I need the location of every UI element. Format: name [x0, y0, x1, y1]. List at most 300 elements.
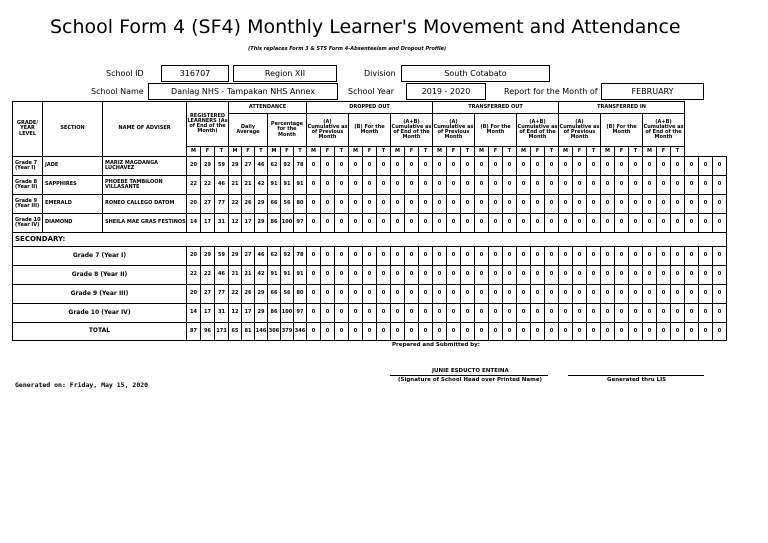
value-cell: 96 — [201, 323, 215, 341]
value-cell: 17 — [242, 214, 255, 233]
value-cell: 0 — [699, 157, 713, 176]
value-cell: 0 — [699, 247, 713, 266]
value-cell: 0 — [377, 304, 391, 323]
value-cell: 0 — [657, 214, 671, 233]
school-id-label: School ID — [106, 69, 144, 78]
value-cell: 0 — [307, 195, 321, 214]
value-cell: 0 — [349, 285, 363, 304]
value-cell: 100 — [281, 304, 294, 323]
value-cell: 0 — [643, 247, 657, 266]
value-cell: 20 — [187, 285, 201, 304]
value-cell: 27 — [201, 285, 215, 304]
value-cell: 0 — [559, 157, 573, 176]
value-cell: 0 — [517, 247, 531, 266]
value-cell: 27 — [201, 195, 215, 214]
mft-label: F — [242, 147, 255, 157]
mft-label: F — [573, 147, 587, 157]
value-cell: 146 — [255, 323, 268, 341]
value-cell: 0 — [503, 176, 517, 195]
mft-label: T — [294, 147, 307, 157]
value-cell: 0 — [587, 176, 601, 195]
mft-label: M — [307, 147, 321, 157]
value-cell: 59 — [215, 157, 229, 176]
signature-caption: (Signature of School Head over Printed Name) — [398, 377, 543, 383]
value-cell: 29 — [201, 157, 215, 176]
value-cell: 0 — [377, 214, 391, 233]
value-cell: 14 — [187, 214, 201, 233]
value-cell: 0 — [713, 195, 727, 214]
value-cell: 0 — [559, 304, 573, 323]
value-cell: 0 — [433, 176, 447, 195]
signature-line — [390, 375, 548, 376]
value-cell: 0 — [363, 285, 377, 304]
value-cell: 0 — [377, 157, 391, 176]
value-cell: 0 — [461, 176, 475, 195]
value-cell: 0 — [545, 285, 559, 304]
value-cell: 0 — [573, 157, 587, 176]
value-cell: 0 — [321, 266, 335, 285]
value-cell: 0 — [363, 195, 377, 214]
value-cell: 0 — [363, 323, 377, 341]
value-cell: 0 — [349, 214, 363, 233]
value-cell: 92 — [281, 247, 294, 266]
value-cell: 0 — [447, 323, 461, 341]
value-cell: 0 — [335, 285, 349, 304]
value-cell: 20 — [187, 157, 201, 176]
value-cell: 0 — [657, 195, 671, 214]
value-cell: 56 — [281, 195, 294, 214]
value-cell: 0 — [419, 247, 433, 266]
value-cell: 0 — [601, 247, 615, 266]
value-cell: 29 — [255, 214, 268, 233]
value-cell: 0 — [391, 214, 405, 233]
value-cell: 0 — [363, 214, 377, 233]
value-cell: 0 — [363, 176, 377, 195]
value-cell: 0 — [377, 285, 391, 304]
value-cell: 0 — [559, 214, 573, 233]
value-cell: 29 — [255, 304, 268, 323]
summary-grade-cell: Grade 9 (Year III) — [13, 285, 187, 304]
section-cell: EMERALD — [43, 195, 103, 214]
value-cell: 81 — [242, 323, 255, 341]
value-cell: 0 — [419, 266, 433, 285]
value-cell: 0 — [573, 323, 587, 341]
value-cell: 29 — [229, 247, 242, 266]
mft-label: M — [643, 147, 657, 157]
value-cell: 0 — [391, 176, 405, 195]
value-cell: 86 — [268, 304, 281, 323]
value-cell: 62 — [268, 157, 281, 176]
value-cell: 0 — [587, 304, 601, 323]
value-cell: 0 — [587, 214, 601, 233]
value-cell: 0 — [321, 195, 335, 214]
value-cell: 0 — [517, 285, 531, 304]
grade-cell: Grade 9 (Year III) — [13, 195, 43, 214]
value-cell: 0 — [657, 285, 671, 304]
value-cell: 0 — [545, 266, 559, 285]
value-cell: 0 — [363, 247, 377, 266]
value-cell: 0 — [657, 157, 671, 176]
value-cell: 0 — [517, 266, 531, 285]
value-cell: 91 — [268, 176, 281, 195]
value-cell: 29 — [201, 247, 215, 266]
value-cell: 0 — [531, 247, 545, 266]
value-cell: 0 — [475, 247, 489, 266]
value-cell: 0 — [545, 195, 559, 214]
value-cell: 0 — [573, 266, 587, 285]
mft-label: M — [187, 147, 201, 157]
value-cell: 0 — [573, 176, 587, 195]
value-cell: 0 — [475, 285, 489, 304]
form-title: School Form 4 (SF4) Monthly Learner's Movement and Attendance — [50, 16, 681, 38]
value-cell: 17 — [201, 304, 215, 323]
summary-row — [13, 247, 727, 266]
mft-label: T — [419, 147, 433, 157]
value-cell: 20 — [187, 195, 201, 214]
value-cell: 0 — [489, 214, 503, 233]
value-cell: 0 — [699, 195, 713, 214]
value-cell: 0 — [601, 176, 615, 195]
header-daily-average: Daily Average — [229, 114, 268, 147]
value-cell: 0 — [685, 247, 699, 266]
mft-label: F — [281, 147, 294, 157]
value-cell: 0 — [433, 323, 447, 341]
value-cell: 0 — [531, 176, 545, 195]
mft-label: F — [201, 147, 215, 157]
value-cell: 0 — [657, 304, 671, 323]
header-tin-a: (A) Cumulative as of Previous Month — [559, 114, 601, 147]
value-cell: 66 — [268, 285, 281, 304]
value-cell: 0 — [629, 285, 643, 304]
value-cell: 0 — [559, 323, 573, 341]
mft-label: M — [391, 147, 405, 157]
value-cell: 0 — [461, 214, 475, 233]
value-cell: 0 — [601, 266, 615, 285]
value-cell: 0 — [545, 247, 559, 266]
value-cell: 91 — [281, 176, 294, 195]
form-subtitle: (This replaces Form 3 & STS Form 4-Absenteeism and Dropout Profile) — [248, 46, 447, 52]
value-cell: 0 — [587, 247, 601, 266]
value-cell: 0 — [321, 304, 335, 323]
mft-label: F — [405, 147, 419, 157]
value-cell: 0 — [545, 214, 559, 233]
value-cell: 0 — [559, 195, 573, 214]
mft-label: M — [559, 147, 573, 157]
value-cell: 0 — [405, 214, 419, 233]
school-name-field: Danlag NHS - Tampakan NHS Annex — [148, 83, 338, 100]
value-cell: 0 — [573, 285, 587, 304]
value-cell: 0 — [349, 266, 363, 285]
value-cell: 0 — [713, 247, 727, 266]
value-cell: 0 — [699, 176, 713, 195]
value-cell: 0 — [601, 304, 615, 323]
mft-label: T — [629, 147, 643, 157]
value-cell: 0 — [559, 266, 573, 285]
header-tin-ab: (A+B) Cumulative as of End of the Month — [643, 114, 685, 147]
value-cell: 0 — [601, 195, 615, 214]
summary-grade-cell: Grade 8 (Year II) — [13, 266, 187, 285]
value-cell: 0 — [643, 285, 657, 304]
value-cell: 91 — [281, 266, 294, 285]
school-name-label: School Name — [91, 87, 144, 96]
value-cell: 14 — [187, 304, 201, 323]
value-cell: 0 — [671, 323, 685, 341]
value-cell: 0 — [503, 266, 517, 285]
value-cell: 0 — [685, 323, 699, 341]
value-cell: 80 — [294, 195, 307, 214]
header-tin-b: (B) For the Month — [601, 114, 643, 147]
value-cell: 0 — [615, 176, 629, 195]
attendance-table — [12, 101, 727, 341]
grade-cell: Grade 10 (Year IV) — [13, 214, 43, 233]
grade-cell: Grade 8 (Year II) — [13, 176, 43, 195]
value-cell: 22 — [201, 176, 215, 195]
value-cell: 0 — [349, 176, 363, 195]
value-cell: 0 — [475, 176, 489, 195]
mft-label: F — [615, 147, 629, 157]
value-cell: 0 — [321, 285, 335, 304]
mft-label: T — [335, 147, 349, 157]
value-cell: 66 — [268, 195, 281, 214]
value-cell: 0 — [671, 195, 685, 214]
mft-label: M — [433, 147, 447, 157]
value-cell: 65 — [229, 323, 242, 341]
value-cell: 173 — [215, 323, 229, 341]
value-cell: 0 — [433, 195, 447, 214]
value-cell: 0 — [405, 304, 419, 323]
value-cell: 0 — [321, 176, 335, 195]
value-cell: 0 — [503, 323, 517, 341]
value-cell: 0 — [573, 247, 587, 266]
value-cell: 0 — [433, 247, 447, 266]
value-cell: 346 — [294, 323, 307, 341]
value-cell: 0 — [517, 304, 531, 323]
value-cell: 62 — [268, 247, 281, 266]
header-adviser: NAME OF ADVISER — [103, 102, 187, 157]
adviser-cell: RONEO CALLEGO DATOM — [103, 195, 187, 214]
value-cell: 0 — [377, 266, 391, 285]
value-cell: 0 — [307, 157, 321, 176]
value-cell: 0 — [531, 266, 545, 285]
value-cell: 31 — [215, 304, 229, 323]
value-cell: 0 — [349, 247, 363, 266]
value-cell: 0 — [377, 323, 391, 341]
value-cell: 0 — [419, 214, 433, 233]
value-cell: 0 — [587, 323, 601, 341]
school-id-field: 316707 — [161, 65, 229, 82]
value-cell: 0 — [475, 195, 489, 214]
value-cell: 0 — [307, 266, 321, 285]
value-cell: 0 — [517, 157, 531, 176]
value-cell: 0 — [489, 304, 503, 323]
signatory-name: JUNIE ESDUCTO ENTEINA — [432, 368, 509, 374]
secondary-label: SECONDARY: — [13, 233, 727, 247]
value-cell: 78 — [294, 247, 307, 266]
value-cell: 0 — [685, 304, 699, 323]
value-cell: 0 — [489, 285, 503, 304]
value-cell: 0 — [643, 157, 657, 176]
value-cell: 0 — [629, 176, 643, 195]
value-cell: 22 — [229, 285, 242, 304]
value-cell: 0 — [713, 304, 727, 323]
value-cell: 0 — [643, 304, 657, 323]
value-cell: 0 — [349, 304, 363, 323]
value-cell: 91 — [294, 266, 307, 285]
value-cell: 17 — [242, 304, 255, 323]
value-cell: 0 — [517, 323, 531, 341]
value-cell: 0 — [335, 195, 349, 214]
value-cell: 91 — [294, 176, 307, 195]
value-cell: 0 — [489, 176, 503, 195]
value-cell: 0 — [671, 176, 685, 195]
value-cell: 0 — [335, 214, 349, 233]
value-cell: 78 — [294, 157, 307, 176]
value-cell: 0 — [587, 285, 601, 304]
value-cell: 0 — [517, 195, 531, 214]
value-cell: 0 — [559, 247, 573, 266]
value-cell: 0 — [475, 157, 489, 176]
school-year-field: 2019 - 2020 — [406, 83, 486, 100]
value-cell: 0 — [657, 176, 671, 195]
value-cell: 0 — [615, 247, 629, 266]
value-cell: 0 — [363, 304, 377, 323]
mft-label: T — [587, 147, 601, 157]
total-row — [13, 323, 727, 341]
month-field: FEBRUARY — [601, 83, 704, 100]
value-cell: 0 — [475, 214, 489, 233]
header-tout-a: (A) Cumulative as of Previous Month — [433, 114, 475, 147]
mft-label: F — [531, 147, 545, 157]
value-cell: 29 — [255, 285, 268, 304]
value-cell: 0 — [657, 266, 671, 285]
value-cell: 0 — [405, 157, 419, 176]
mft-label: T — [255, 147, 268, 157]
header-tout-ab: (A+B) Cumulative as of End of the Month — [517, 114, 559, 147]
value-cell: 92 — [281, 157, 294, 176]
value-cell: 86 — [268, 214, 281, 233]
value-cell: 46 — [215, 176, 229, 195]
table-row — [13, 157, 727, 176]
value-cell: 0 — [699, 323, 713, 341]
value-cell: 0 — [377, 247, 391, 266]
value-cell: 0 — [601, 157, 615, 176]
value-cell: 0 — [307, 176, 321, 195]
value-cell: 0 — [447, 176, 461, 195]
value-cell: 0 — [559, 285, 573, 304]
value-cell: 0 — [531, 157, 545, 176]
value-cell: 0 — [615, 214, 629, 233]
value-cell: 0 — [685, 176, 699, 195]
value-cell: 0 — [531, 304, 545, 323]
mft-label: T — [215, 147, 229, 157]
value-cell: 0 — [349, 195, 363, 214]
value-cell: 27 — [242, 247, 255, 266]
adviser-cell: PHOEBE TAMBILOON VILLASANTE — [103, 176, 187, 195]
prepared-by-label: Prepared and Submitted by: — [392, 342, 480, 348]
value-cell: 91 — [268, 266, 281, 285]
value-cell: 0 — [461, 266, 475, 285]
value-cell: 0 — [601, 285, 615, 304]
value-cell: 46 — [215, 266, 229, 285]
mft-label: T — [545, 147, 559, 157]
header-transferred-out: TRANSFERRED OUT — [433, 102, 559, 114]
value-cell: 0 — [713, 285, 727, 304]
value-cell: 29 — [255, 195, 268, 214]
value-cell: 0 — [517, 214, 531, 233]
value-cell: 0 — [685, 214, 699, 233]
value-cell: 0 — [503, 214, 517, 233]
header-percentage: Percentage for the Month — [268, 114, 307, 147]
value-cell: 0 — [447, 304, 461, 323]
value-cell: 0 — [671, 304, 685, 323]
value-cell: 0 — [573, 195, 587, 214]
generated-on: Generated on: Friday, May 15, 2020 — [15, 381, 149, 389]
header-registered: REGISTERED LEARNERS (As of End of the Month) — [187, 102, 229, 147]
value-cell: 0 — [489, 323, 503, 341]
value-cell: 0 — [531, 195, 545, 214]
value-cell: 0 — [419, 195, 433, 214]
report-month-label: Report for the Month of — [504, 87, 598, 96]
value-cell: 59 — [215, 247, 229, 266]
mft-label: T — [671, 147, 685, 157]
value-cell: 0 — [307, 304, 321, 323]
value-cell: 379 — [281, 323, 294, 341]
value-cell: 0 — [629, 247, 643, 266]
value-cell: 0 — [447, 195, 461, 214]
value-cell: 0 — [615, 304, 629, 323]
value-cell: 0 — [671, 157, 685, 176]
value-cell: 0 — [671, 247, 685, 266]
value-cell: 0 — [489, 195, 503, 214]
lis-line — [568, 375, 704, 376]
value-cell: 0 — [615, 157, 629, 176]
value-cell: 0 — [629, 195, 643, 214]
value-cell: 0 — [405, 285, 419, 304]
value-cell: 0 — [713, 266, 727, 285]
value-cell: 0 — [601, 323, 615, 341]
school-year-label: School Year — [348, 87, 395, 96]
value-cell: 0 — [461, 195, 475, 214]
value-cell: 26 — [242, 195, 255, 214]
division-label: Division — [364, 69, 396, 78]
value-cell: 97 — [294, 214, 307, 233]
summary-grade-cell: Grade 7 (Year I) — [13, 247, 187, 266]
summary-row — [13, 304, 727, 323]
value-cell: 0 — [615, 285, 629, 304]
value-cell: 0 — [335, 176, 349, 195]
value-cell: 100 — [281, 214, 294, 233]
value-cell: 0 — [433, 157, 447, 176]
value-cell: 0 — [671, 285, 685, 304]
value-cell: 0 — [405, 176, 419, 195]
mft-label: F — [447, 147, 461, 157]
value-cell: 80 — [294, 285, 307, 304]
value-cell: 21 — [229, 176, 242, 195]
value-cell: 0 — [713, 323, 727, 341]
value-cell: 0 — [307, 247, 321, 266]
value-cell: 0 — [433, 214, 447, 233]
value-cell: 0 — [503, 157, 517, 176]
header-grade-level: GRADE/ YEAR LEVEL — [13, 102, 43, 157]
value-cell: 0 — [573, 214, 587, 233]
value-cell: 0 — [335, 247, 349, 266]
value-cell: 0 — [699, 304, 713, 323]
header-attendance: ATTENDANCE — [229, 102, 307, 114]
header-dropped-ab: (A+B) Cumulative as of End of the Month — [391, 114, 433, 147]
value-cell: 0 — [531, 214, 545, 233]
value-cell: 0 — [601, 214, 615, 233]
value-cell: 0 — [461, 323, 475, 341]
